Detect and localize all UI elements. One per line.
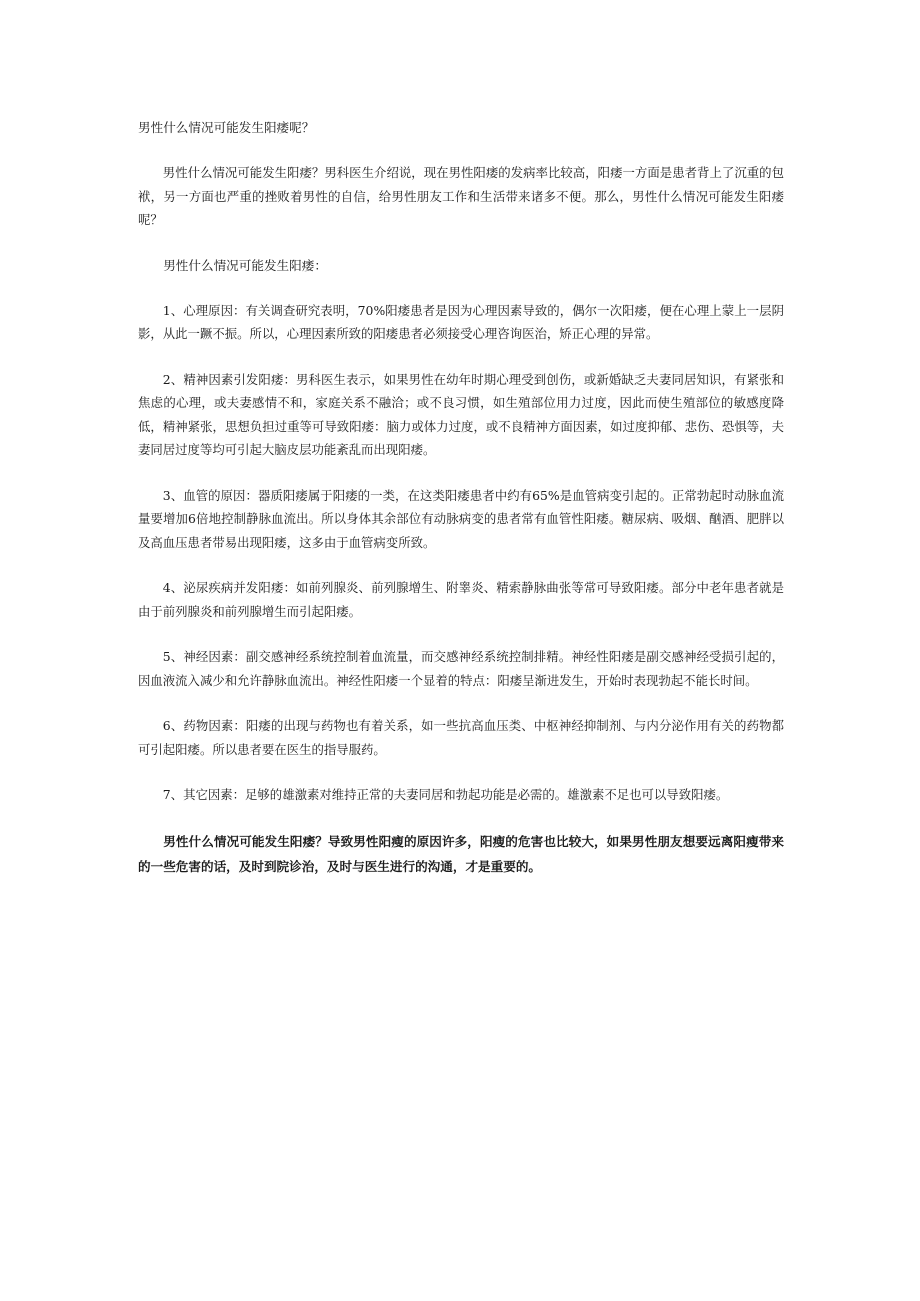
cause-item-1: 1、心理原因：有关调查研究表明，70%阳痿患者是因为心理因素导致的，偶尔一次阳痿，便在心理上蒙上一层阴影，从此一蹶不振。所以，心理因素所致的阳痿患者必须接受心理咨询医治，矫正心理的异常。 [138, 302, 784, 341]
intro-paragraph: 男性什么情况可能发生阳痿？男科医生介绍说，现在男性阳痿的发病率比较高，阳痿一方面是患者背上了沉重的包袱，另一方面也严重的挫败着男性的自信，给男性朋友工作和生活带来诸多不便。那么，男性什么情况可能发生阳痿呢？ [138, 165, 784, 227]
article-title: 男性什么情况可能发生阳痿呢？ [138, 120, 315, 135]
cause-item-2: 2、精神因素引发阳痿：男科医生表示，如果男性在幼年时期心理受到创伤，或新婚缺乏夫妻同居知识，有紧张和焦虑的心理，或夫妻感情不和，家庭关系不融洽；或不良习惯，如生殖部位用力过度，因此而使生殖部位的敏感度降低，精神紧张，思想负担过重等可导致阳痿：脑力或体力过度，或不良精神方面因素，如过度抑郁、悲伤、恐惧等，夫妻同居过度等均可引起大脑皮层功能紊乱而出现阳痿。 [138, 371, 784, 457]
cause-item-5: 5、神经因素：副交感神经系统控制着血流量，而交感神经系统控制排精。神经性阳痿是副交感神经受损引起的，因血液流入减少和允许静脉血流出。神经性阳痿一个显着的特点：阳痿呈渐进发生，开始时表现勃起不能长时间。 [138, 649, 784, 688]
cause-item-6: 6、药物因素：阳痿的出现与药物也有着关系，如一些抗高血压类、中枢神经抑制剂、与内分泌作用有关的药物都可引起阳痿。所以患者要在医生的指导服药。 [138, 718, 784, 757]
cause-item-4: 4、泌尿疾病并发阳痿：如前列腺炎、前列腺增生、附睾炎、精索静脉曲张等常可导致阳痿。部分中老年患者就是由于前列腺炎和前列腺增生而引起阳痿。 [138, 580, 784, 619]
cause-item-7: 7、其它因素：足够的雄激素对维持正常的夫妻同居和勃起功能是必需的。雄激素不足也可以导致阳痿。 [162, 787, 729, 802]
closing-paragraph: 男性什么情况可能发生阳痿？导致男性阳瘦的原因许多，阳瘦的危害也比较大，如果男性朋友想要远离阳瘦带来的一些危害的话，及时到院诊治，及时与医生进行的沟通，才是重要的。 [138, 833, 784, 874]
cause-item-3: 3、血管的原因：器质阳痿属于阳痿的一类，在这类阳痿患者中约有65%是血管病变引起的。正常勃起时动脉血流量要增加6倍地控制静脉血流出。所以身体其余部位有动脉病变的患者常有血管性阳痿。糖尿病、吸烟、酗酒、肥胖以及高血压患者带易出现阳痿，这多由于血管病变所致。 [138, 487, 784, 550]
article-body [138, 116, 784, 879]
section-subheading: 男性什么情况可能发生阳痿： [163, 257, 327, 273]
